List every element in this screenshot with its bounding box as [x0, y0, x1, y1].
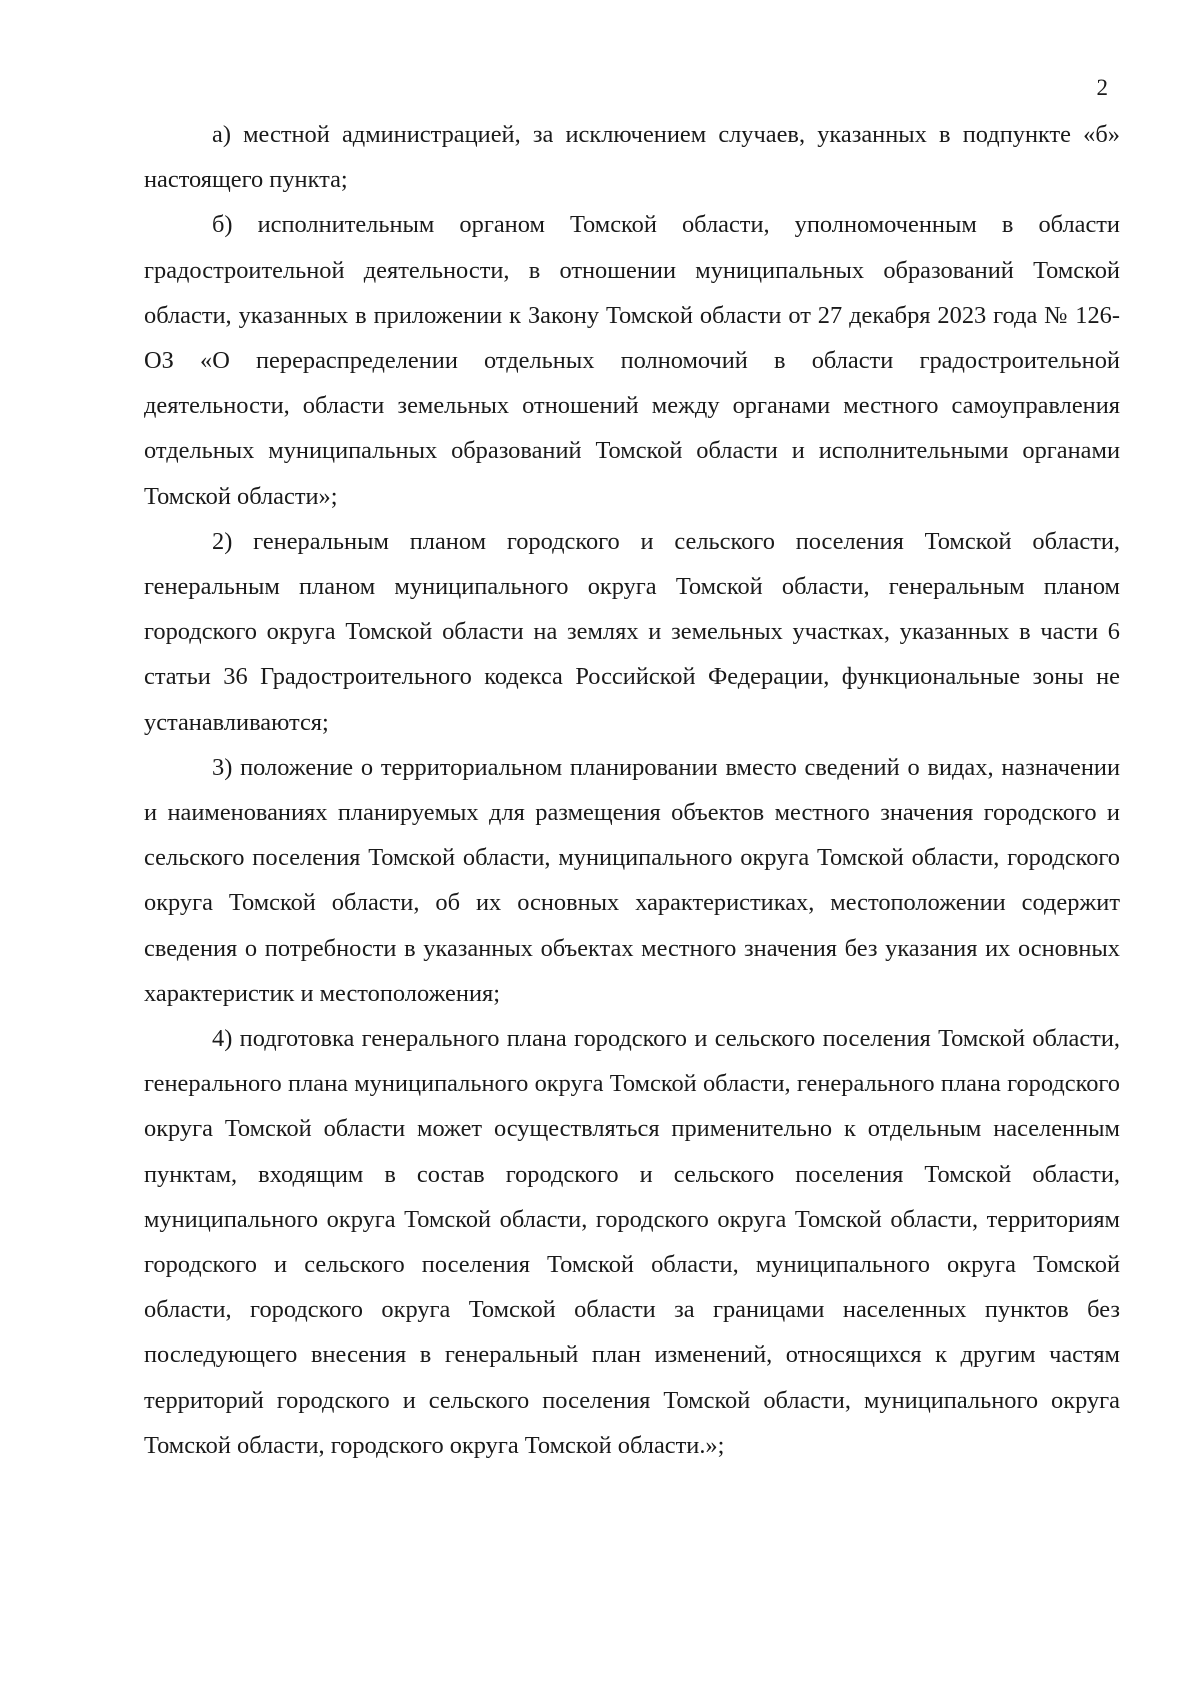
paragraph-item-2: 2) генеральным планом городского и сельского поселения Томской области, генеральным планом муниципального округа Томской области, генеральным планом городского округа Томской области на землях и земельных участках, указанных в части 6 статьи 36 Градостроительного кодекса Российской Федерации, функциональные зоны не устанавливаются; — [144, 527, 1120, 736]
paragraph-item-4: 4) подготовка генерального плана городского и сельского поселения Томской области, генерального плана муниципального округа Томской области, генерального плана городского округа Томской области может осуществляться применительно к отдельным населенным пунктам, входящим в состав городского и сельского поселения Томской области, муниципального округа Томской области, городского округа Томской области, территориям городского и сельского поселения Томской области, муниципального округа Томской области, городского округа Томской области за границами населенных пунктов без последующего внесения в генеральный план изменений, относящихся к другим частям территорий городского и сельского поселения Томской области, муниципального округа Томской области, городского округа Томской области.»; — [144, 1025, 1120, 1459]
paragraph-item-3: 3) положение о территориальном планировании вместо сведений о видах, назначении и наименованиях планируемых для размещения объектов местного значения городского и сельского поселения Томской области, муниципального округа Томской области, городского округа Томской области, об их основных характеристиках, местоположении содержит сведения о потребности в указанных объектах местного значения без указания их основных характеристик и местоположения; — [144, 753, 1120, 1007]
page-number: 2 — [1096, 75, 1108, 100]
paragraph-subitem-b: б) исполнительным органом Томской области, уполномоченным в области градостроительной деятельности, в отношении муниципальных образований Томской области, указанных в приложении к Закону Томской области от 27 декабря 2023 года № 126-ОЗ «О перераспределении отдельных полномочий в области градостроительной деятельности, области земельных отношений между органами местного самоуправления отдельных муниципальных образований Томской области и исполнительными органами Томской области»; — [144, 211, 1120, 510]
document-body — [144, 112, 1120, 1468]
paragraph-subitem-a: а) местной администрацией, за исключением случаев, указанных в подпункте «б» настоящего пункта; — [144, 121, 1120, 194]
